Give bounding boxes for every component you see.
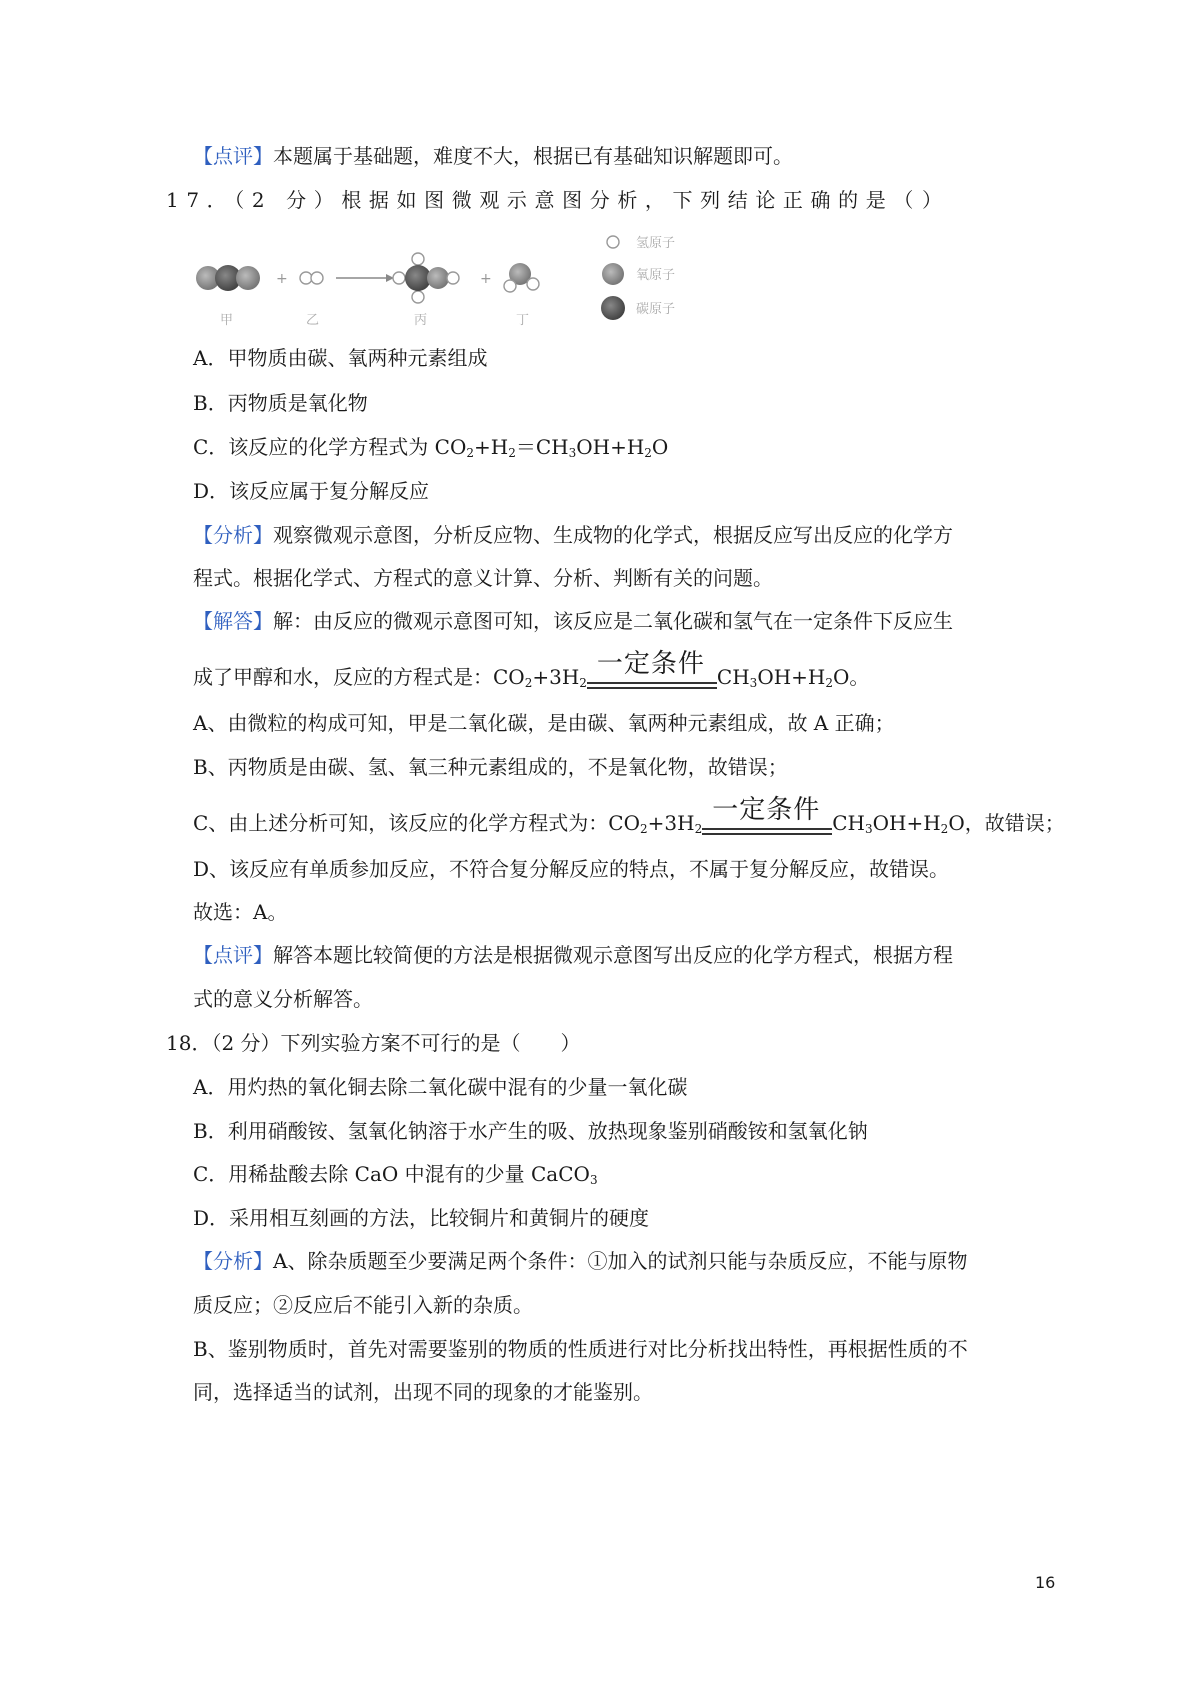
analysis-text: A、除杂质题至少要满足两个条件：①加入的试剂只能与杂质反应，不能与原物 bbox=[273, 1249, 968, 1273]
option-17-c-text: OH+H bbox=[576, 435, 645, 459]
solution-17-equation bbox=[193, 649, 870, 697]
question-17-stem bbox=[166, 186, 921, 214]
co2-o-right bbox=[236, 266, 260, 290]
subscript: 2 bbox=[524, 676, 533, 690]
subscript: 3 bbox=[749, 676, 758, 690]
option-18-b: B．利用硝酸铵、氢氧化钠溶于水产生的吸、放热现象鉴别硝酸铵和氢氧化钠 bbox=[193, 1119, 868, 1143]
subscript: 2 bbox=[694, 822, 703, 836]
option-17-d: D．该反应属于复分解反应 bbox=[193, 479, 430, 503]
option-18-c-text: C．用稀盐酸去除 CaO 中混有的少量 CaCO bbox=[193, 1162, 590, 1186]
h2o-h-right bbox=[527, 278, 539, 290]
analysis-18-line-2: 质反应；②反应后不能引入新的杂质。 bbox=[193, 1293, 533, 1317]
analysis-18-line-1 bbox=[193, 1247, 967, 1275]
analysis-18-line-4: 同，选择适当的试剂，出现不同的现象的才能鉴别。 bbox=[193, 1380, 653, 1404]
equation-text: +3H bbox=[647, 811, 695, 835]
option-18-c bbox=[193, 1160, 598, 1194]
comment-text: 解答本题比较简便的方法是根据微观示意图写出反应的化学方程式，根据方程 bbox=[273, 943, 953, 967]
subscript: 2 bbox=[825, 676, 833, 690]
h2-h2 bbox=[311, 272, 323, 284]
analysis-17-line-2: 程式。根据化学式、方程式的意义计算、分析、判断有关的问题。 bbox=[193, 566, 773, 590]
ch3oh-h-bottom bbox=[412, 291, 424, 303]
solution-17-d: D、该反应有单质参加反应，不符合复分解反应的特点，不属于复分解反应，故错误。 bbox=[193, 857, 950, 881]
h2o-h-left bbox=[504, 280, 516, 292]
h2-h1 bbox=[300, 272, 312, 284]
equation-text: CH bbox=[716, 665, 750, 689]
comment-tag: 【点评】 bbox=[193, 943, 273, 967]
question-18-stem: 18．（2 分）下列实验方案不可行的是（ ） bbox=[166, 1031, 581, 1055]
comment-tag: 【点评】 bbox=[193, 144, 273, 168]
legend-o-icon bbox=[602, 263, 624, 285]
condition-arrow bbox=[702, 795, 832, 836]
equation-text: C、由上述分析可知，该反应的化学方程式为：CO bbox=[193, 811, 641, 835]
solution-tag: 【解答】 bbox=[193, 609, 273, 633]
label-bing: 丙 bbox=[414, 313, 428, 328]
analysis-tag: 【分析】 bbox=[193, 523, 273, 547]
page-number: 16 bbox=[1035, 1573, 1056, 1592]
question-17-close-paren: ） bbox=[922, 188, 942, 212]
legend-h-label: 氢原子 bbox=[636, 236, 676, 251]
option-17-c-text: C．该反应的化学方程式为 CO bbox=[193, 435, 467, 459]
label-ding: 丁 bbox=[516, 313, 530, 328]
subscript: 2 bbox=[579, 676, 587, 690]
option-17-c bbox=[193, 433, 668, 467]
comment-text: 本题属于基础题，难度不大，根据已有基础知识解题即可。 bbox=[273, 144, 793, 168]
equation-text: O，故错误； bbox=[948, 811, 1065, 835]
subscript: 2 bbox=[640, 822, 648, 836]
comment-line bbox=[193, 142, 793, 170]
solution-17-answer: 故选：A。 bbox=[193, 900, 288, 924]
ch3oh-h-left bbox=[393, 272, 405, 284]
solution-17-b: B、丙物质是由碳、氢、氧三种元素组成的，不是氧化物，故错误； bbox=[193, 755, 788, 779]
solution-17-line-1 bbox=[193, 607, 953, 635]
option-18-d: D．采用相互刻画的方法，比较铜片和黄铜片的硬度 bbox=[193, 1206, 650, 1230]
subscript: 2 bbox=[644, 446, 652, 460]
condition-text: 一定条件 bbox=[596, 649, 705, 679]
label-jia: 甲 bbox=[220, 313, 234, 328]
comment-17-line-1 bbox=[193, 941, 953, 969]
equation-text: +3H bbox=[532, 665, 580, 689]
ch3oh-o bbox=[427, 267, 449, 289]
subscript: 3 bbox=[568, 446, 577, 460]
analysis-tag: 【分析】 bbox=[193, 1249, 273, 1273]
subscript: 3 bbox=[589, 1173, 598, 1187]
option-17-c-text: O bbox=[651, 435, 669, 459]
option-17-b: B．丙物质是氧化物 bbox=[193, 391, 368, 415]
question-17-text: 17．（2 分）根据如图微观示意图分析，下列结论正确的是（ bbox=[166, 188, 921, 212]
subscript: 3 bbox=[864, 822, 873, 836]
subscript: 2 bbox=[508, 446, 516, 460]
legend-c-label: 碳原子 bbox=[636, 302, 676, 317]
label-yi: 乙 bbox=[306, 313, 320, 328]
legend-c-icon bbox=[601, 296, 625, 320]
analysis-18-line-3: B、鉴别物质时，首先对需要鉴别的物质的性质进行对比分析找出特性，再根据性质的不 bbox=[193, 1337, 968, 1361]
equation-text: OH+H bbox=[872, 811, 941, 835]
ch3oh-h-right bbox=[447, 272, 459, 284]
option-18-a: A．用灼热的氧化铜去除二氧化碳中混有的少量一氧化碳 bbox=[193, 1075, 688, 1099]
option-17-a: A．甲物质由碳、氧两种元素组成 bbox=[193, 346, 488, 370]
plus-1: + bbox=[276, 271, 288, 287]
solution-17-a: A、由微粒的构成可知，甲是二氧化碳，是由碳、氧两种元素组成，故 A 正确； bbox=[193, 711, 895, 735]
condition-arrow bbox=[587, 649, 717, 690]
solution-17-c bbox=[193, 795, 1065, 843]
comment-17-line-2: 式的意义分析解答。 bbox=[193, 987, 373, 1011]
analysis-17-line-1 bbox=[193, 521, 953, 549]
subscript: 2 bbox=[466, 446, 474, 460]
option-17-c-text: +H bbox=[474, 435, 509, 459]
equation-text: O。 bbox=[833, 665, 870, 689]
reaction-micro-diagram bbox=[190, 228, 710, 328]
analysis-text: 观察微观示意图，分析反应物、生成物的化学式，根据反应写出反应的化学方 bbox=[273, 523, 953, 547]
subscript: 2 bbox=[940, 822, 949, 836]
ch3oh-h-top bbox=[412, 253, 424, 265]
condition-text: 一定条件 bbox=[712, 795, 821, 825]
legend-h-icon bbox=[607, 236, 619, 248]
legend-o-label: 氧原子 bbox=[636, 268, 676, 283]
equation-text: OH+H bbox=[757, 665, 826, 689]
solution-text: 解：由反应的微观示意图可知，该反应是二氧化碳和氢气在一定条件下反应生 bbox=[273, 609, 953, 633]
equation-text: CH bbox=[832, 811, 865, 835]
option-17-c-text: ＝CH bbox=[515, 435, 569, 459]
equation-text: 成了甲醇和水，反应的方程式是：CO bbox=[193, 665, 525, 689]
plus-2: + bbox=[480, 271, 492, 287]
